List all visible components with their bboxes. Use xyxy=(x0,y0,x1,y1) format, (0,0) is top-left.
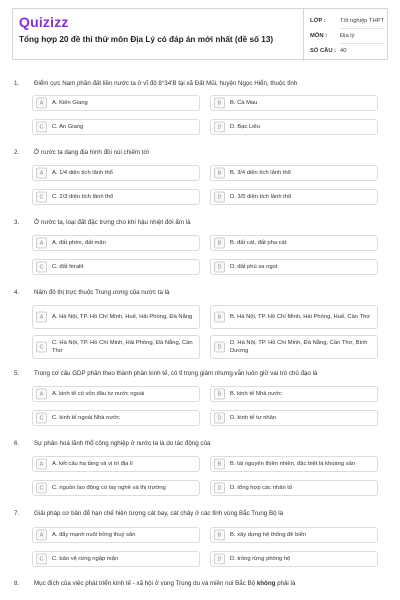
option-3c[interactable] xyxy=(32,259,200,275)
worksheet-title: Tổng hợp 20 đề thi thử môn Địa Lý có đáp án mới nhất (đề số 13) xyxy=(19,35,274,44)
option-text: B. Hà Nội, TP. Hồ Chí Minh, Hải Phòng, Huế, Cần Thơ xyxy=(230,314,371,320)
question-number: 2. xyxy=(14,149,20,156)
option-letter: B xyxy=(214,168,225,179)
question-text: Trong cơ cấu GDP phân theo thành phần kinh tế, có tỉ trọng giảm nhưng vẫn luôn giữ vai trò chủ đạo là xyxy=(34,370,318,377)
option-letter: D xyxy=(214,413,225,424)
meta-value: 40 xyxy=(340,48,347,54)
option-7d[interactable] xyxy=(210,551,378,567)
meta-label: MÔN : xyxy=(310,33,328,39)
option-5a[interactable] xyxy=(32,386,200,402)
option-letter: C xyxy=(36,192,47,203)
option-letter: A xyxy=(36,530,47,541)
question-number: 7. xyxy=(14,510,20,517)
question-text: Ở nước ta, loại đất đặc trưng cho khí hậu nhiệt đới ẩm là xyxy=(34,219,191,226)
option-text: B. 3/4 diện tích lãnh thổ xyxy=(230,170,291,176)
question-text: Điểm cực Nam phần đất liền nước ta ở vĩ độ 8°34'B tại xã Đất Mũi, huyện Ngọc Hiển, thuộc tỉnh xyxy=(34,80,298,87)
option-letter: A xyxy=(36,168,47,179)
option-text: C. nguồn lao động có tay nghề và thị trường xyxy=(52,485,166,491)
option-4d[interactable] xyxy=(210,335,378,359)
option-3b[interactable] xyxy=(210,235,378,251)
option-text: D. kinh tế tư nhân xyxy=(230,415,277,421)
option-text: A. Hà Nội, TP. Hồ Chí Minh, Huế, Hải Phòng, Đà Nẵng xyxy=(52,314,193,320)
option-3d[interactable] xyxy=(210,259,378,275)
option-letter: B xyxy=(214,389,225,400)
option-2b[interactable] xyxy=(210,165,378,181)
question-8 xyxy=(12,580,388,592)
option-text: B. Cà Mau xyxy=(230,100,258,106)
option-text: A. đẩy mạnh nuôi trồng thuỷ sản xyxy=(52,532,136,538)
option-letter: D xyxy=(214,192,225,203)
option-4a[interactable] xyxy=(32,305,200,329)
option-letter: B xyxy=(214,459,225,470)
question-text: Ở nước ta dạng địa hình đồi núi chiếm tới xyxy=(34,149,149,156)
option-text: D. Bạc Liêu xyxy=(230,124,260,130)
meta-row-count xyxy=(310,44,385,58)
question-text-part: phải là xyxy=(275,580,296,587)
option-letter: D xyxy=(214,483,225,494)
option-text: C. Hà Nội, TP. Hồ Chí Minh, Hải Phòng, Đà Nẵng, Cần Thơ xyxy=(52,340,193,354)
option-letter: B xyxy=(214,98,225,109)
question-text-part: Mục đích của việc phát triển kinh tế - xã hội ở vùng Trung du và miền núi Bắc Bộ xyxy=(34,580,257,587)
question-7 xyxy=(12,510,388,522)
option-text: C. đất feralit xyxy=(52,264,84,270)
option-letter: A xyxy=(36,312,47,323)
option-letter: B xyxy=(214,238,225,249)
option-7c[interactable] xyxy=(32,551,200,567)
option-6d[interactable] xyxy=(210,480,378,496)
option-letter: C xyxy=(36,122,47,133)
option-text: D. đất phù sa ngọt xyxy=(230,264,278,270)
question-number: 6. xyxy=(14,440,20,447)
question-1 xyxy=(12,80,388,92)
option-5c[interactable] xyxy=(32,410,200,426)
option-letter: C xyxy=(36,262,47,273)
option-text: C. An Giang xyxy=(52,124,84,130)
option-7a[interactable] xyxy=(32,527,200,543)
meta-label: SỐ CÂU : xyxy=(310,48,337,54)
option-letter: B xyxy=(214,312,225,323)
meta-row-subject xyxy=(310,29,385,43)
option-letter: C xyxy=(36,483,47,494)
option-6c[interactable] xyxy=(32,480,200,496)
option-text: D. trồng rừng phòng hộ xyxy=(230,556,291,562)
option-text: C. 2/3 diện tích lãnh thổ xyxy=(52,194,114,200)
option-2a[interactable] xyxy=(32,165,200,181)
question-6 xyxy=(12,440,388,452)
question-number: 5. xyxy=(14,370,20,377)
option-letter: A xyxy=(36,98,47,109)
option-text: B. kinh tế Nhà nước xyxy=(230,391,282,397)
option-2d[interactable] xyxy=(210,189,378,205)
question-2 xyxy=(12,149,388,161)
question-text: Năm đô thị trực thuộc Trung ương của nước ta là xyxy=(34,289,170,296)
option-letter: A xyxy=(36,389,47,400)
meta-label: LỚP : xyxy=(310,18,326,24)
question-text xyxy=(34,580,295,587)
option-5b[interactable] xyxy=(210,386,378,402)
option-text: A. 1/4 diện tích lãnh thổ xyxy=(52,170,113,176)
option-1d[interactable] xyxy=(210,119,378,135)
option-letter: A xyxy=(36,459,47,470)
option-4c[interactable] xyxy=(32,335,200,359)
option-text: A. đất phèn, đất mặn xyxy=(52,240,106,246)
option-letter: D xyxy=(214,554,225,565)
question-4 xyxy=(12,289,388,301)
option-2c[interactable] xyxy=(32,189,200,205)
meta-row-class xyxy=(310,14,385,28)
option-3a[interactable] xyxy=(32,235,200,251)
option-letter: B xyxy=(214,530,225,541)
option-6b[interactable] xyxy=(210,456,378,472)
option-text: D. tổng hợp các nhân tố xyxy=(230,485,293,491)
option-letter: C xyxy=(36,413,47,424)
option-text: B. tài nguyên thiên nhiên, đặc biệt là khoáng sản xyxy=(230,461,356,467)
question-3 xyxy=(12,219,388,231)
meta-panel xyxy=(303,9,389,61)
question-number: 4. xyxy=(14,289,20,296)
option-text: A. kết cấu hạ tầng và vị trí địa lí xyxy=(52,461,133,467)
option-text: D. Hà Nội, TP. Hồ Chí Minh, Đà Nẵng, Cần Thơ, Bình Dương xyxy=(230,340,368,354)
option-6a[interactable] xyxy=(32,456,200,472)
option-text: C. bảo vệ rừng ngập mặn xyxy=(52,556,119,562)
question-number: 8. xyxy=(14,580,20,587)
question-number: 1. xyxy=(14,80,20,87)
option-7b[interactable] xyxy=(210,527,378,543)
option-text: B. xây dựng hệ thống đê biển xyxy=(230,532,307,538)
option-text: C. kinh tế ngoài Nhà nước xyxy=(52,415,120,421)
option-5d[interactable] xyxy=(210,410,378,426)
option-1a[interactable] xyxy=(32,95,200,111)
option-letter: D xyxy=(214,262,225,273)
meta-value: Địa lý xyxy=(340,33,355,39)
option-letter: A xyxy=(36,238,47,249)
option-text: A. Kiên Giang xyxy=(52,100,88,106)
option-1c[interactable] xyxy=(32,119,200,135)
worksheet-header xyxy=(12,8,388,60)
question-text: Giải pháp cơ bản để hạn chế hiện tượng cát bay, cát chảy ở các tỉnh vùng Bắc Trung Bộ là xyxy=(34,510,284,517)
option-text: D. 3/5 diện tích lãnh thổ xyxy=(230,194,292,200)
option-letter: D xyxy=(214,342,225,353)
option-text: A. kinh tế có vốn đầu tư nước ngoài xyxy=(52,391,145,397)
option-1b[interactable] xyxy=(210,95,378,111)
option-letter: D xyxy=(214,122,225,133)
question-5 xyxy=(12,370,388,382)
question-text: Sự phân hoá lãnh thổ công nghiệp ở nước ta là do tác động của xyxy=(34,440,211,447)
quizizz-logo: Quizizz xyxy=(19,14,69,30)
question-number: 3. xyxy=(14,219,20,226)
option-letter: C xyxy=(36,554,47,565)
question-text-emphasis: không xyxy=(256,580,276,587)
option-text: B. đất cát, đất pha cát xyxy=(230,240,287,246)
option-4b[interactable] xyxy=(210,305,378,329)
meta-value: Tốt nghiệp THPT xyxy=(340,18,385,24)
option-letter: C xyxy=(36,342,47,353)
